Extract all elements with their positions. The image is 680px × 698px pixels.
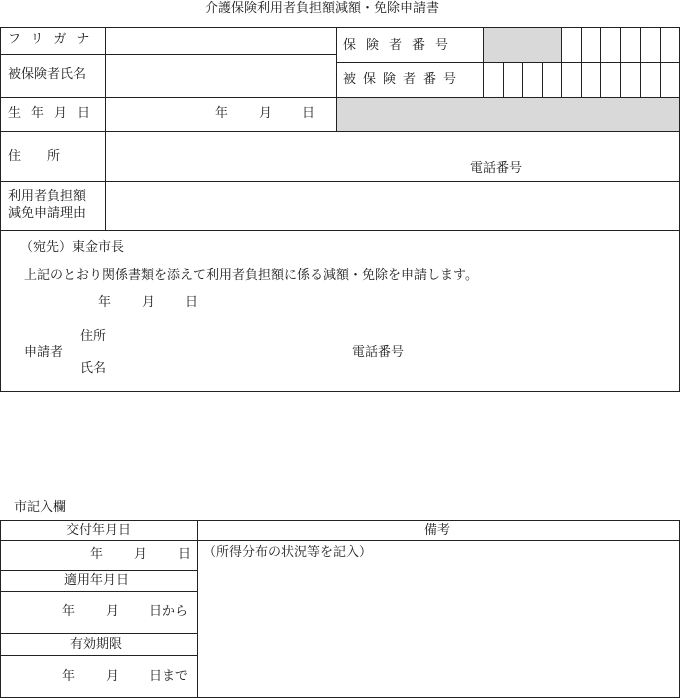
reason-label-line2: 減免申請理由 [8,206,87,221]
statement: 上記のとおり関係書類を添えて利用者負担額に係る減額・免除を申請します。 [24,268,478,283]
application-day-label: 日 [185,295,199,310]
remarks-note: （所得分布の状況等を記入） [203,545,373,560]
apply-month-label: 月 [106,604,120,619]
apply-day-label: 日から [149,604,189,619]
insured-name-label: 被保険者氏名 [8,67,87,82]
reason-label-line1: 利用者負担額 [8,189,87,204]
applicant-name-label: 氏名 [80,361,107,376]
issue-date-header: 交付年月日 [66,523,132,538]
insurer-number-shaded-cell [483,28,561,62]
remarks-header: 備考 [424,523,451,538]
birthdate-day-label: 日 [302,106,316,121]
applicant-phone-label: 電話番号 [352,345,405,360]
birthdate-month-label: 月 [259,106,273,121]
apply-year-label: 年 [62,604,76,619]
insurer-number-label: 保険者番号 [343,38,459,53]
valid-month-label: 月 [106,669,120,684]
office-section-label: 市記入欄 [14,500,67,515]
address-phone-label: 電話番号 [470,161,523,176]
form-title: 介護保険利用者負担額減額・免除申請書 [205,1,440,16]
apply-date-header: 適用年月日 [64,573,130,588]
valid-year-label: 年 [62,669,76,684]
address-field[interactable] [106,132,679,181]
insured-number-label: 被保険者番号 [343,72,464,87]
applicant-address-label: 住所 [80,329,107,344]
addressee: （宛先）東金市長 [20,240,125,255]
issue-day-label: 日 [178,547,192,562]
valid-day-label: 日まで [149,669,189,684]
birthdate-field[interactable] [106,98,336,131]
birthdate-label: 生年月日 [8,106,101,121]
insurer-number-field[interactable] [562,28,679,62]
furigana-field[interactable] [106,28,336,54]
issue-year-label: 年 [90,547,104,562]
issue-month-label: 月 [134,547,148,562]
insured-number-field[interactable] [484,63,679,97]
insured-name-field[interactable] [106,55,336,97]
valid-header: 有効期限 [70,637,123,652]
application-year-label: 年 [98,295,112,310]
reason-field[interactable] [106,182,679,230]
applicant-label: 申請者 [24,345,64,360]
address-label: 住 所 [8,149,61,164]
birthdate-shaded-cell [336,97,680,131]
birthdate-year-label: 年 [215,106,229,121]
application-month-label: 月 [142,295,156,310]
furigana-label: フリガナ [8,32,100,47]
remarks-field[interactable] [198,564,679,697]
